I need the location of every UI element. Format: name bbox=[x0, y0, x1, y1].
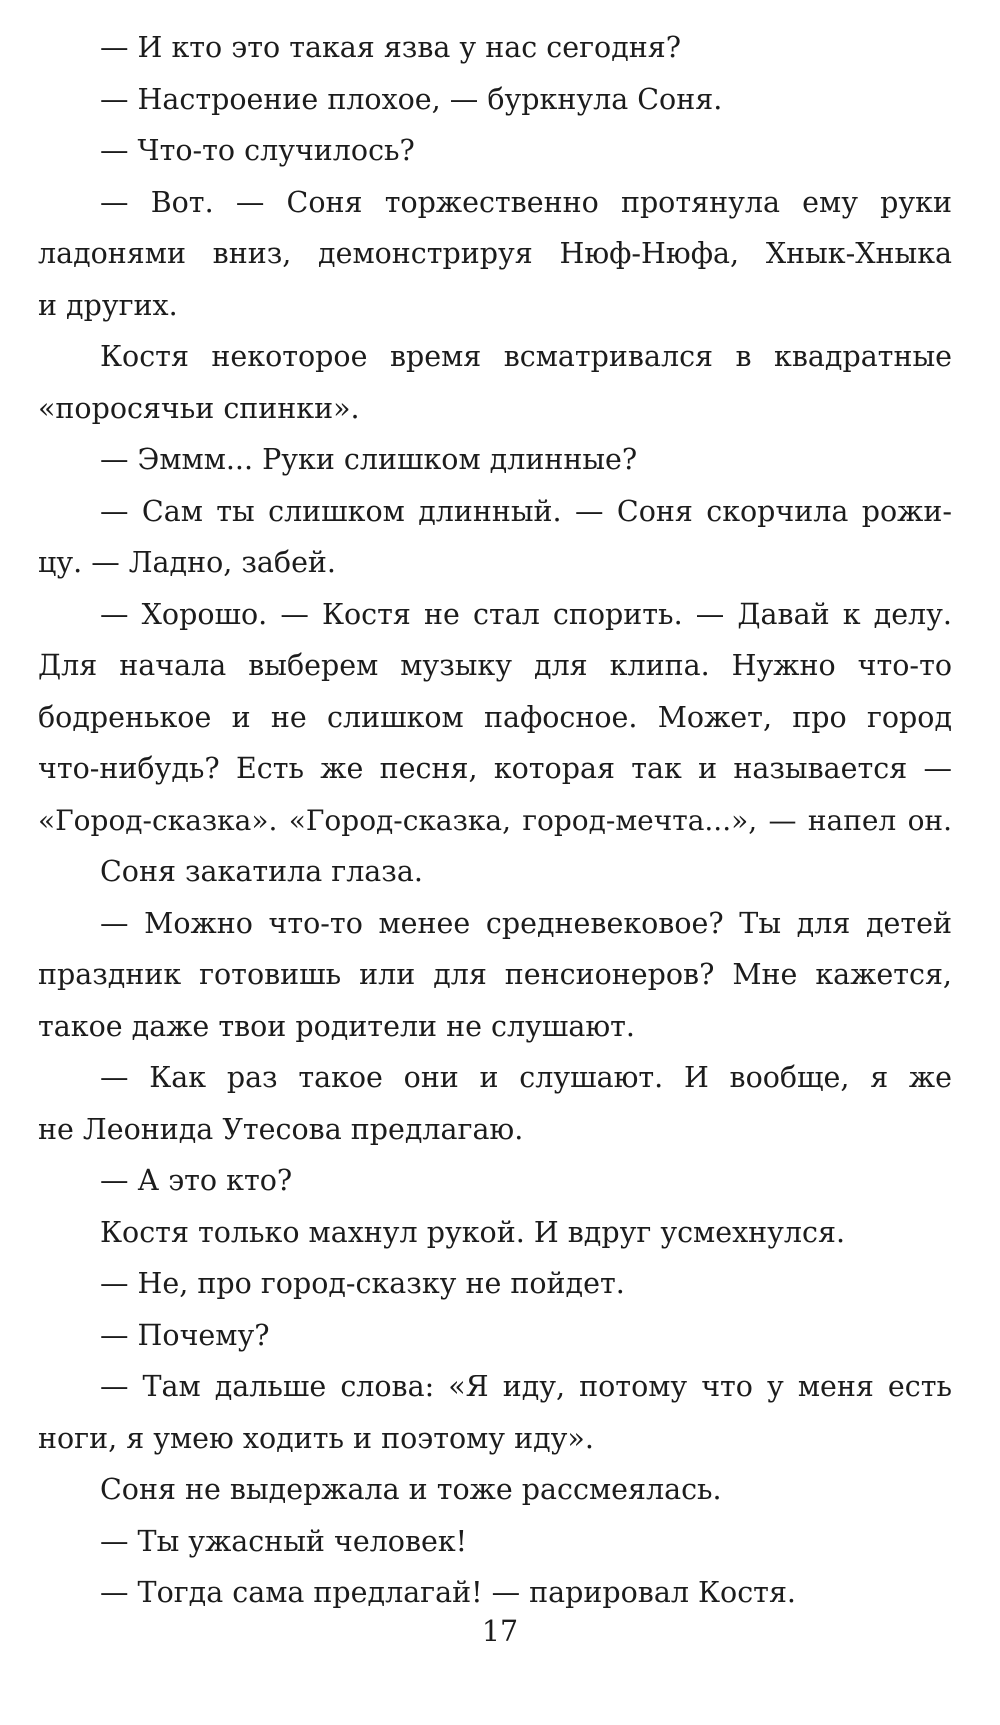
text-line: Костя только махнул рукой. И вдруг усмехнулся. bbox=[100, 1215, 846, 1249]
body-text bbox=[38, 22, 952, 1619]
text-line: — Эммм... Руки слишком длинные? bbox=[100, 443, 638, 476]
text-line: — Там дальше слова: «Я иду, потому что у меня есть bbox=[100, 1370, 952, 1403]
text-line: — Можно что-то менее средневековое? Ты для детей bbox=[100, 906, 952, 940]
text-line: не Леонида Утесова предлагаю. bbox=[38, 1112, 524, 1146]
text-line: — И кто это такая язва у нас сегодня? bbox=[100, 31, 681, 64]
text-line: Соня не выдержала и тоже рассмеялась. bbox=[100, 1473, 722, 1506]
text-line: — Что-то случилось? bbox=[100, 134, 415, 167]
text-line: — Не, про город-сказку не пойдет. bbox=[100, 1267, 625, 1300]
text-line: ладонями вниз, демонстрируя Нюф-Нюфа, Хнык-Хныка bbox=[38, 237, 952, 270]
text-line: — А это кто? bbox=[100, 1164, 293, 1197]
text-line: — Вот. — Соня торжественно протянула ему руки bbox=[100, 185, 952, 219]
text-line: — Хорошо. — Костя не стал спорить. — Давай к делу. bbox=[100, 597, 952, 631]
text-line: — Тогда сама предлагай! — парировал Костя. bbox=[100, 1576, 796, 1609]
text-line: что-нибудь? Есть же песня, которая так и называется — bbox=[38, 752, 952, 785]
text-line: ноги, я умею ходить и поэтому иду». bbox=[38, 1421, 594, 1455]
text-line: такое даже твои родители не слушают. bbox=[38, 1009, 635, 1043]
text-line: «поросячьи спинки». bbox=[38, 391, 360, 425]
page-number: 17 bbox=[481, 1615, 519, 1648]
text-line: — Почему? bbox=[100, 1318, 270, 1352]
text-line: бодренькое и не слишком пафосное. Может, про город bbox=[38, 700, 952, 734]
text-line: — Настроение плохое, — буркнула Соня. bbox=[100, 82, 723, 116]
text-line: — Как раз такое они и слушают. И вообще, я же bbox=[100, 1061, 952, 1094]
text-line: «Город-сказка». «Город-сказка, город-мечта...», — напел он. bbox=[38, 803, 952, 837]
text-line: праздник готовишь или для пенсионеров? Мне кажется, bbox=[38, 958, 952, 991]
text-line: Соня закатила глаза. bbox=[100, 855, 423, 888]
text-line: — Сам ты слишком длинный. — Соня скорчила рожи- bbox=[100, 494, 952, 528]
text-line: и других. bbox=[38, 288, 178, 322]
text-line: Костя некоторое время всматривался в квадратные bbox=[100, 340, 952, 373]
text-line: Для начала выберем музыку для клипа. Нужно что-то bbox=[38, 649, 952, 682]
text-line: — Ты ужасный человек! bbox=[100, 1524, 468, 1558]
text-line: цу. — Ладно, забей. bbox=[38, 546, 336, 579]
